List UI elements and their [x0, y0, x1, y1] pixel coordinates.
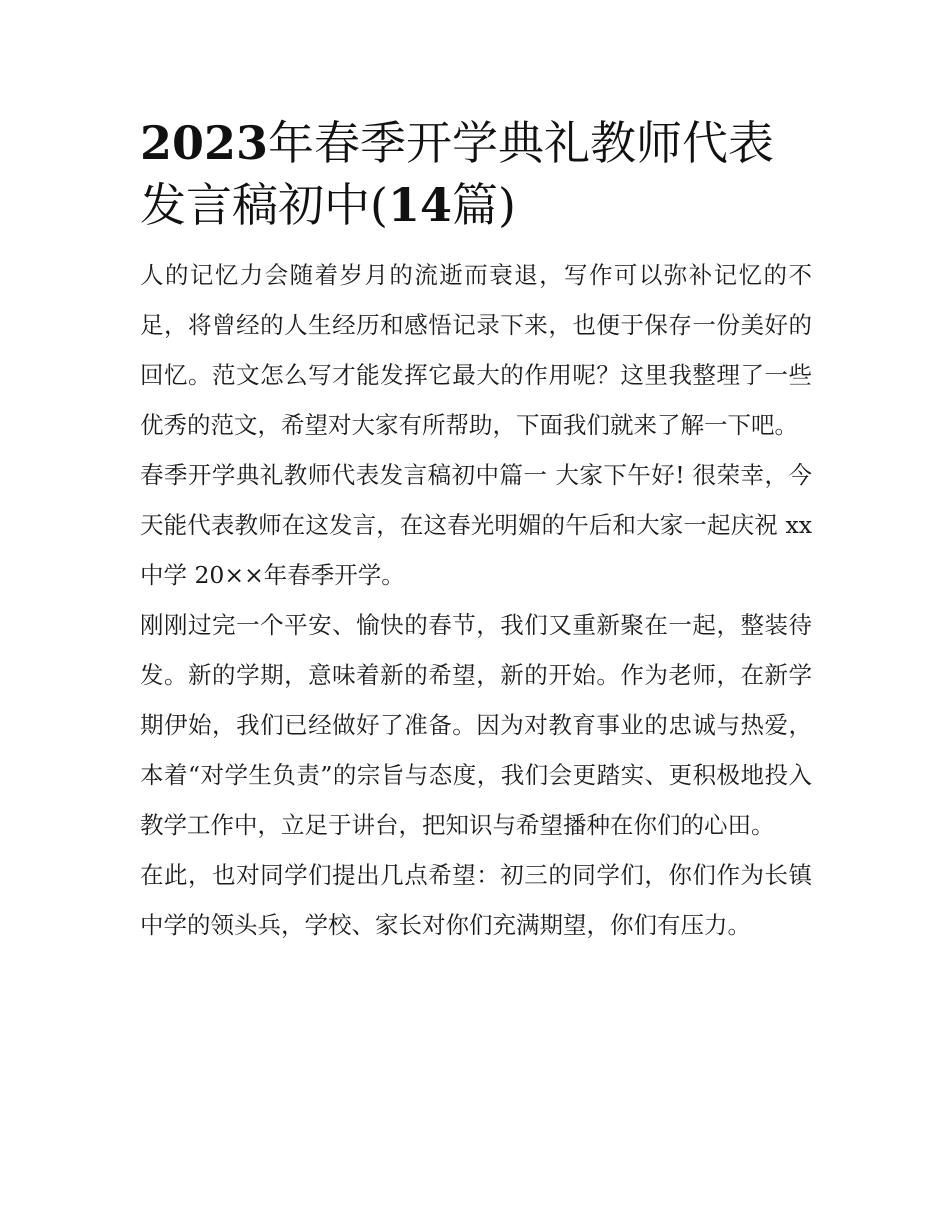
- title-year: 2023: [140, 116, 269, 170]
- paragraph-new-semester: 刚刚过完一个平安、愉快的春节，我们又重新聚在一起，整装待发。新的学期，意味着新的希望，新的开始。作为老师，在新学期伊始，我们已经做好了准备。因为对教育事业的忠诚与热爱，本着“对学生负责”的宗旨与态度，我们会更踏实、更积极地投入教学工作中，立足于讲台，把知识与希望播种在你们的心田。: [140, 611, 812, 839]
- document-body: [140, 112, 812, 950]
- paragraph-intro: 人的记忆力会随着岁月的流逝而衰退，写作可以弥补记忆的不足，将曾经的人生经历和感悟记录下来，也便于保存一份美好的回忆。范文怎么写才能发挥它最大的作用呢？这里我整理了一些优秀的范文，希望对大家有所帮助，下面我们就来了解一下吧。: [140, 261, 812, 439]
- paragraph-greeting: 春季开学典礼教师代表发言稿初中篇一 大家下午好! 很荣幸，今天能代表教师在这发言，在这春光明媚的午后和大家一起庆祝 xx 中学 20××年春季开学。: [140, 461, 812, 589]
- title-count: 14: [387, 178, 452, 232]
- title-suffix: 篇): [451, 178, 516, 232]
- document-title: [140, 112, 812, 236]
- title-main: 年春季开学典礼教师代表发言稿初中(: [140, 116, 775, 232]
- paragraph-hopes: 在此，也对同学们提出几点希望：初三的同学们，你们作为长镇中学的领头兵，学校、家长对你们充满期望，你们有压力。: [140, 861, 812, 939]
